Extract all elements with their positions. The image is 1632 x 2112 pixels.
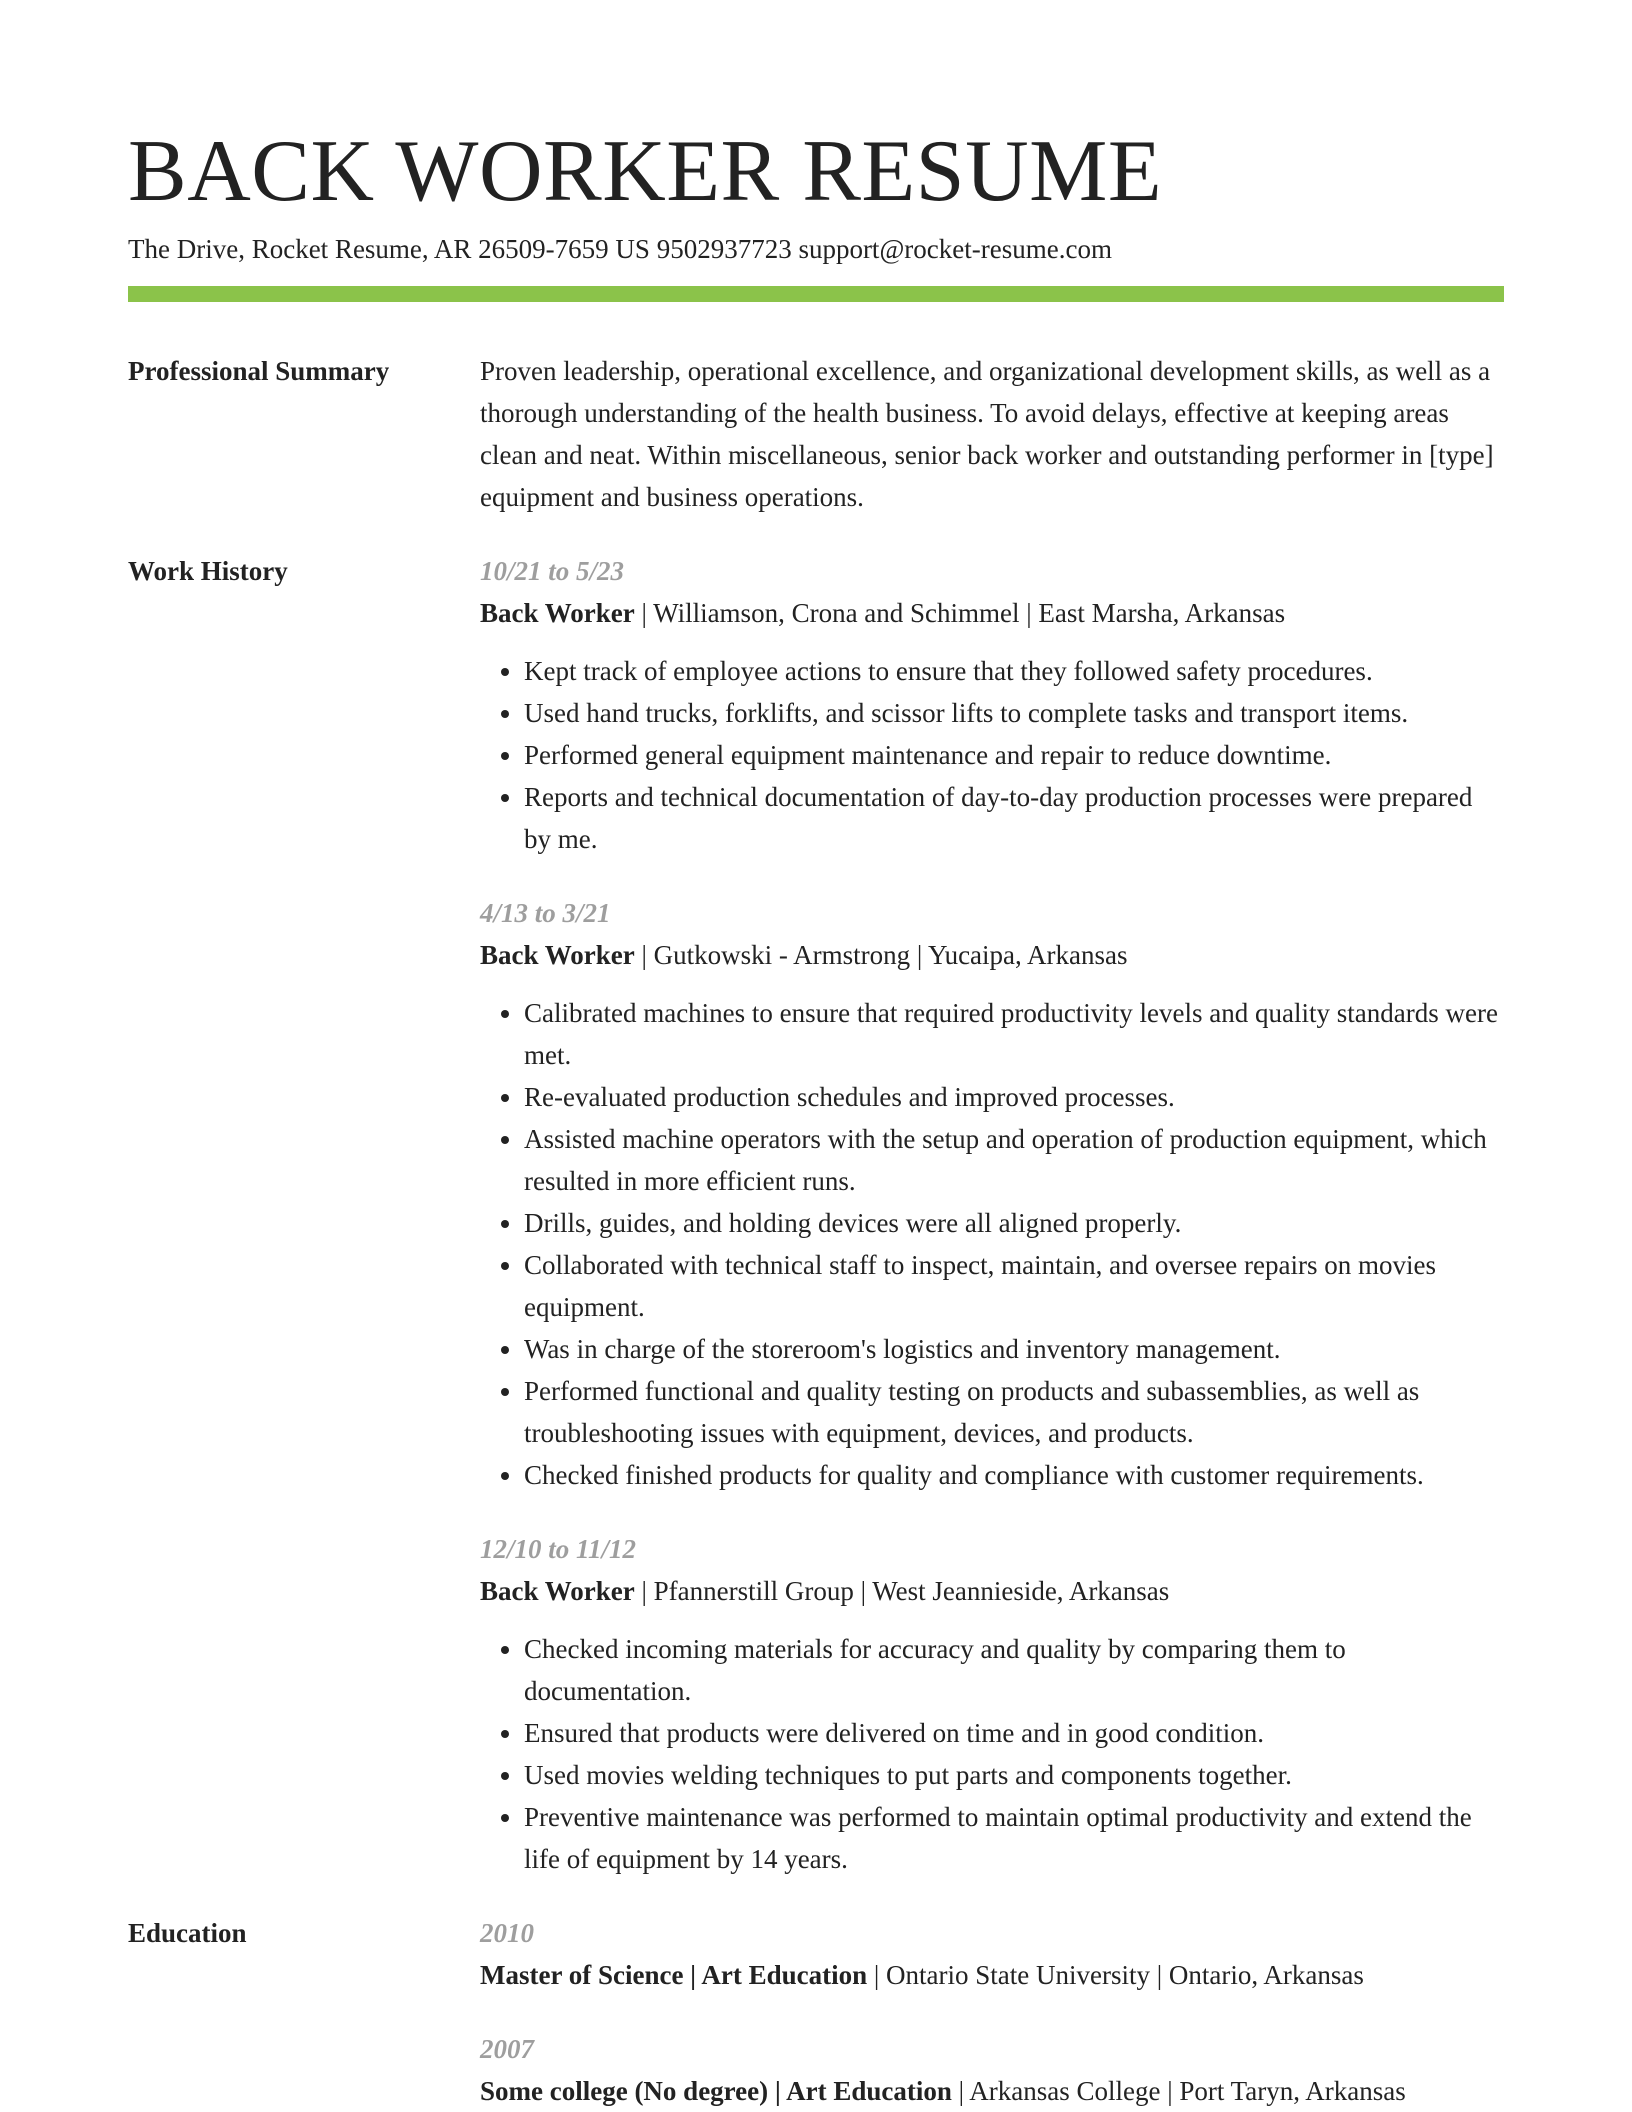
job-details: | Gutkowski - Armstrong | Yucaipa, Arkansas	[634, 940, 1128, 970]
job-title-line	[480, 1570, 1504, 1612]
section-label-summary: Professional Summary	[128, 356, 390, 386]
section-label-education: Education	[128, 1918, 247, 1948]
job-details: | Williamson, Crona and Schimmel | East Marsha, Arkansas	[634, 598, 1286, 628]
list-item: • Performed general equipment maintenance and repair to reduce downtime.	[524, 734, 1504, 776]
list-item: • Used movies welding techniques to put parts and components together.	[524, 1754, 1504, 1796]
resume-content	[128, 350, 1504, 2112]
contact-line: The Drive, Rocket Resume, AR 26509-7659 US 9502937723 support@rocket-resume.com	[128, 234, 1112, 264]
education-details: | Ontario State University | Ontario, Arkansas	[867, 1960, 1364, 1990]
job-title: Back Worker	[480, 940, 635, 970]
education-entry	[480, 2028, 1504, 2112]
list-item: • Assisted machine operators with the setup and operation of production equipment, which resulted in more efficient runs.	[524, 1118, 1504, 1202]
education-title-line	[480, 1954, 1504, 1996]
list-item: • Used hand trucks, forklifts, and scissor lifts to complete tasks and transport items.	[524, 692, 1504, 734]
work-history-section	[128, 550, 1504, 1880]
summary-section	[128, 350, 1504, 518]
summary-text: Proven leadership, operational excellence, and organizational development skills, as well as a thorough understanding of the health business. To avoid delays, effective at keeping areas clean and neat. Within miscellaneous, senior back worker and outstanding performer in [type] equipment and business operations.	[480, 356, 1494, 512]
education-section	[128, 1912, 1504, 2112]
summary-body	[480, 350, 1504, 518]
education-degree: Master of Science | Art Education	[480, 1960, 868, 1990]
list-item: • Drills, guides, and holding devices were all aligned properly.	[524, 1202, 1504, 1244]
section-label-work-history: Work History	[128, 556, 288, 586]
education-details: | Arkansas College | Port Taryn, Arkansas	[951, 2076, 1406, 2106]
accent-divider	[128, 286, 1504, 302]
job-bullets	[480, 650, 1504, 860]
education-degree: Some college (No degree) | Art Education	[480, 2076, 952, 2106]
list-item: • Collaborated with technical staff to inspect, maintain, and oversee repairs on movies equipment.	[524, 1244, 1504, 1328]
work-history-body	[480, 550, 1504, 1880]
job-bullets	[480, 1628, 1504, 1880]
job-dates: 4/13 to 3/21	[480, 898, 611, 928]
job-title: Back Worker	[480, 1576, 635, 1606]
list-item: • Was in charge of the storeroom's logistics and inventory management.	[524, 1328, 1504, 1370]
list-item: • Re-evaluated production schedules and improved processes.	[524, 1076, 1504, 1118]
job-dates: 10/21 to 5/23	[480, 556, 625, 586]
job-title-line	[480, 592, 1504, 634]
list-item: • Checked finished products for quality and compliance with customer requirements.	[524, 1454, 1504, 1496]
job-entry	[480, 892, 1504, 1496]
education-body	[480, 1912, 1504, 2112]
list-item: • Ensured that products were delivered on time and in good condition.	[524, 1712, 1504, 1754]
job-bullets	[480, 992, 1504, 1496]
job-dates: 12/10 to 11/12	[480, 1534, 637, 1564]
list-item: • Preventive maintenance was performed to maintain optimal productivity and extend the life of equipment by 14 years.	[524, 1796, 1504, 1880]
job-title: Back Worker	[480, 598, 635, 628]
resume-title: BACK WORKER RESUME	[128, 123, 1163, 220]
list-item: • Checked incoming materials for accuracy and quality by comparing them to documentation.	[524, 1628, 1504, 1712]
education-year: 2007	[480, 2034, 534, 2064]
list-item: • Kept track of employee actions to ensure that they followed safety procedures.	[524, 650, 1504, 692]
education-title-line	[480, 2070, 1504, 2112]
list-item: • Reports and technical documentation of day-to-day production processes were prepared by me.	[524, 776, 1504, 860]
education-entry	[480, 1912, 1504, 1996]
job-title-line	[480, 934, 1504, 976]
job-details: | Pfannerstill Group | West Jeannieside, Arkansas	[634, 1576, 1170, 1606]
education-year: 2010	[480, 1918, 534, 1948]
list-item: • Performed functional and quality testing on products and subassemblies, as well as troubleshooting issues with equipment, devices, and products.	[524, 1370, 1504, 1454]
job-entry	[480, 550, 1504, 860]
list-item: • Calibrated machines to ensure that required productivity levels and quality standards were met.	[524, 992, 1504, 1076]
job-entry	[480, 1528, 1504, 1880]
